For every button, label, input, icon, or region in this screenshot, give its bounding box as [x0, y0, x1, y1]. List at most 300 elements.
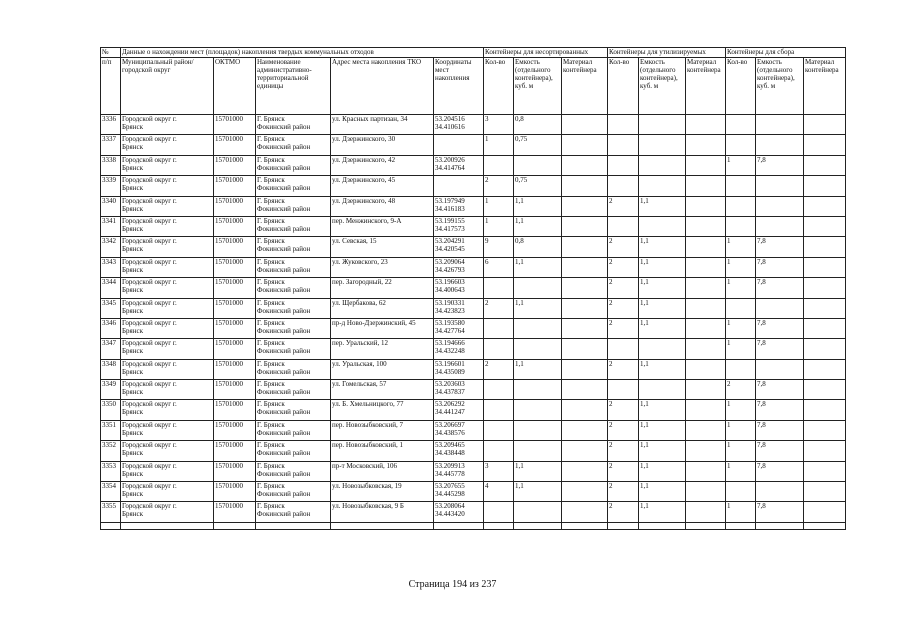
row-number: 3340 — [101, 196, 121, 216]
recycle-count-cell: 2 — [608, 502, 639, 522]
recycle-capacity-cell: 1,1 — [639, 257, 686, 277]
municipality-cell-line: Городской округ г. — [122, 298, 177, 307]
collect-capacity-cell: 7,8 — [756, 502, 804, 522]
collect-capacity-cell: 7,8 — [756, 339, 804, 359]
table-row — [101, 257, 846, 277]
coords-cell-line: 53.209465 — [435, 441, 465, 450]
municipality-cell-line: Городской округ г. — [122, 339, 177, 348]
row-number: 3344 — [101, 278, 121, 298]
municipality-cell — [121, 380, 214, 400]
admin-unit-cell — [256, 216, 331, 236]
admin-unit-cell — [256, 461, 331, 481]
admin-unit-cell — [256, 502, 331, 522]
unsorted-count-cell — [484, 155, 514, 175]
municipality-cell — [121, 441, 214, 461]
coords-cell — [434, 441, 484, 461]
recycle-material-cell — [686, 461, 726, 481]
collect-count-cell — [726, 135, 756, 155]
admin-unit-cell-line: Фокинский район — [257, 388, 311, 397]
containers-table — [100, 47, 846, 530]
collect-capacity-cell — [756, 298, 804, 318]
collect-count-cell: 1 — [726, 441, 756, 461]
coords-cell — [434, 359, 484, 379]
recycle-capacity-cell: 1,1 — [639, 278, 686, 298]
recycle-material-cell — [686, 216, 726, 236]
collect-material-cell — [804, 176, 846, 196]
coords-cell-line: 34.445298 — [435, 490, 465, 499]
municipality-cell-line: Брянск — [122, 143, 143, 152]
col-no: № — [101, 48, 121, 58]
unsorted-material-cell — [562, 237, 608, 257]
recycle-material-cell — [686, 420, 726, 440]
municipality-cell-line: Брянск — [122, 163, 143, 172]
recycle-count-cell: 2 — [608, 196, 639, 216]
recycle-material-cell — [686, 441, 726, 461]
empty-cell — [331, 522, 434, 529]
row-number: 3342 — [101, 237, 121, 257]
recycle-material-cell — [686, 237, 726, 257]
unsorted-count-cell — [484, 420, 514, 440]
unsorted-material-cell — [562, 400, 608, 420]
admin-unit-cell-line: Г. Брянск — [257, 237, 285, 246]
admin-unit-cell — [256, 278, 331, 298]
admin-unit-cell-line: Г. Брянск — [257, 461, 285, 470]
row-number: 3343 — [101, 257, 121, 277]
row-number: 3348 — [101, 359, 121, 379]
coords-cell-line: 34.414764 — [435, 163, 465, 172]
collect-count-cell — [726, 115, 756, 135]
table-row — [101, 461, 846, 481]
unsorted-capacity-cell — [514, 502, 562, 522]
admin-unit-cell — [256, 196, 331, 216]
admin-unit-cell-line: Фокинский район — [257, 510, 311, 519]
recycle-material-cell — [686, 155, 726, 175]
coords-cell-line: 53.200926 — [435, 155, 465, 164]
recycle-material-cell — [686, 176, 726, 196]
admin-unit-cell-line: Г. Брянск — [257, 400, 285, 409]
municipality-cell-line: Городской округ г. — [122, 237, 177, 246]
unsorted-material-cell — [562, 318, 608, 338]
coords-cell-line: 34.437837 — [435, 388, 465, 397]
coords-cell — [434, 318, 484, 338]
municipality-cell-line: Брянск — [122, 428, 143, 437]
recycle-capacity-cell: 1,1 — [639, 420, 686, 440]
municipality-cell-line: Городской округ г. — [122, 155, 177, 164]
municipality-cell-line: Брянск — [122, 367, 143, 376]
recycle-material-cell — [686, 380, 726, 400]
collect-material-cell — [804, 115, 846, 135]
coords-cell-line: 34.441247 — [435, 408, 465, 417]
municipality-cell-line: Брянск — [122, 306, 143, 315]
table-row — [101, 318, 846, 338]
row-number: 3355 — [101, 502, 121, 522]
admin-unit-cell-line: Г. Брянск — [257, 420, 285, 429]
coords-cell — [434, 380, 484, 400]
table-row — [101, 237, 846, 257]
admin-unit-cell-line: Фокинский район — [257, 367, 311, 376]
recycle-capacity-cell: 1,1 — [639, 482, 686, 502]
coords-cell-line: 53.209064 — [435, 257, 465, 266]
collect-capacity-cell: 7,8 — [756, 441, 804, 461]
unsorted-material-cell — [562, 482, 608, 502]
recycle-material-cell — [686, 298, 726, 318]
empty-cell — [121, 522, 214, 529]
oktmo-cell: 15701000 — [214, 359, 256, 379]
unsorted-material-cell — [562, 176, 608, 196]
row-number: 3352 — [101, 441, 121, 461]
coords-cell-line: 34.435089 — [435, 367, 465, 376]
table-row-empty — [101, 522, 846, 529]
recycle-count-cell: 2 — [608, 359, 639, 379]
unsorted-count-cell: 1 — [484, 135, 514, 155]
col-unsorted-count: Кол-во — [484, 58, 514, 115]
admin-unit-cell-line: Г. Брянск — [257, 359, 285, 368]
unsorted-material-cell — [562, 420, 608, 440]
municipality-cell-line: Городской округ г. — [122, 461, 177, 470]
collect-capacity-cell — [756, 196, 804, 216]
collect-count-cell: 1 — [726, 502, 756, 522]
empty-cell — [804, 522, 846, 529]
row-number: 3341 — [101, 216, 121, 236]
recycle-capacity-cell: 1,1 — [639, 502, 686, 522]
coords-cell — [434, 298, 484, 318]
unsorted-material-cell — [562, 155, 608, 175]
empty-cell — [434, 522, 484, 529]
admin-unit-cell — [256, 176, 331, 196]
municipality-cell-line: Городской округ г. — [122, 380, 177, 389]
unsorted-capacity-cell — [514, 278, 562, 298]
admin-unit-cell-line: Фокинский район — [257, 306, 311, 315]
unsorted-capacity-cell — [514, 339, 562, 359]
coords-cell-line: 53.206292 — [435, 400, 465, 409]
municipality-cell-line: Брянск — [122, 224, 143, 233]
recycle-material-cell — [686, 257, 726, 277]
empty-cell — [484, 522, 514, 529]
unsorted-capacity-cell: 1,1 — [514, 482, 562, 502]
collect-material-cell — [804, 420, 846, 440]
recycle-count-cell: 2 — [608, 441, 639, 461]
recycle-capacity-cell: 1,1 — [639, 461, 686, 481]
unsorted-material-cell — [562, 441, 608, 461]
collect-material-cell — [804, 135, 846, 155]
admin-unit-cell-line: Г. Брянск — [257, 115, 285, 123]
unsorted-capacity-cell — [514, 400, 562, 420]
recycle-capacity-cell — [639, 135, 686, 155]
unsorted-count-cell: 6 — [484, 257, 514, 277]
municipality-cell-line: Брянск — [122, 204, 143, 213]
collect-material-cell — [804, 339, 846, 359]
coords-cell-line: 34.420545 — [435, 245, 465, 254]
municipality-cell-line: Брянск — [122, 510, 143, 519]
coords-cell — [434, 257, 484, 277]
coords-cell-line: 53.193580 — [435, 318, 465, 327]
municipality-cell — [121, 461, 214, 481]
col-coords: Координаты мест накопления — [434, 58, 484, 115]
municipality-cell-line: Брянск — [122, 469, 143, 478]
recycle-capacity-cell: 1,1 — [639, 318, 686, 338]
collect-material-cell — [804, 278, 846, 298]
unsorted-count-cell — [484, 400, 514, 420]
unsorted-capacity-cell: 1,1 — [514, 461, 562, 481]
collect-capacity-cell: 7,8 — [756, 380, 804, 400]
recycle-count-cell — [608, 155, 639, 175]
recycle-count-cell: 2 — [608, 420, 639, 440]
coords-cell-line: 53.209913 — [435, 461, 465, 470]
address-cell: пер. Новозыбковский, 1 — [331, 441, 434, 461]
municipality-cell-line: Брянск — [122, 123, 143, 131]
collect-material-cell — [804, 216, 846, 236]
address-cell: ул. Дзержинского, 30 — [331, 135, 434, 155]
collect-capacity-cell — [756, 176, 804, 196]
coords-cell — [434, 155, 484, 175]
col-collect-material: Материал контейнера — [804, 58, 846, 115]
coords-cell — [434, 461, 484, 481]
row-number: 3347 — [101, 339, 121, 359]
collect-material-cell — [804, 359, 846, 379]
admin-unit-cell-line: Фокинский район — [257, 347, 311, 356]
address-cell: пер. Менжинского, 9-А — [331, 216, 434, 236]
oktmo-cell: 15701000 — [214, 278, 256, 298]
unsorted-capacity-cell — [514, 441, 562, 461]
table-row — [101, 176, 846, 196]
unsorted-capacity-cell — [514, 155, 562, 175]
address-cell: ул. Красных партизан, 34 — [331, 115, 434, 135]
municipality-cell — [121, 298, 214, 318]
oktmo-cell: 15701000 — [214, 176, 256, 196]
admin-unit-cell — [256, 441, 331, 461]
coords-cell-line: 53.190331 — [435, 298, 465, 307]
coords-cell-line: 53.204291 — [435, 237, 465, 246]
address-cell: ул. Новозыбковская, 9 Б — [331, 502, 434, 522]
recycle-count-cell: 2 — [608, 298, 639, 318]
municipality-cell-line: Городской округ г. — [122, 359, 177, 368]
table-row — [101, 339, 846, 359]
collect-material-cell — [804, 196, 846, 216]
row-number: 3346 — [101, 318, 121, 338]
admin-unit-cell-line: Г. Брянск — [257, 176, 285, 185]
unsorted-material-cell — [562, 461, 608, 481]
municipality-cell-line: Городской округ г. — [122, 216, 177, 225]
admin-unit-cell-line: Г. Брянск — [257, 339, 285, 348]
collect-count-cell: 1 — [726, 339, 756, 359]
oktmo-cell: 15701000 — [214, 339, 256, 359]
collect-count-cell: 1 — [726, 278, 756, 298]
municipality-cell — [121, 359, 214, 379]
empty-cell — [686, 522, 726, 529]
col-recycle-capacity: Емкость (отдельного контейнера), куб. м — [639, 58, 686, 115]
admin-unit-cell — [256, 318, 331, 338]
collect-count-cell — [726, 298, 756, 318]
row-number: 3336 — [101, 115, 121, 135]
admin-unit-cell-line: Г. Брянск — [257, 482, 285, 491]
municipality-cell-line: Брянск — [122, 449, 143, 458]
admin-unit-cell-line: Фокинский район — [257, 326, 311, 335]
oktmo-cell: 15701000 — [214, 318, 256, 338]
recycle-material-cell — [686, 339, 726, 359]
collect-capacity-cell: 7,8 — [756, 318, 804, 338]
admin-unit-cell — [256, 380, 331, 400]
municipality-cell-line: Городской округ г. — [122, 502, 177, 511]
unsorted-capacity-cell — [514, 420, 562, 440]
admin-unit-cell-line: Г. Брянск — [257, 278, 285, 287]
row-number: 3338 — [101, 155, 121, 175]
coords-cell-line: 34.400643 — [435, 286, 465, 295]
coords-cell — [434, 502, 484, 522]
municipality-cell-line: Брянск — [122, 388, 143, 397]
collect-material-cell — [804, 237, 846, 257]
coords-cell-line: 53.194666 — [435, 339, 465, 348]
coords-cell-line: 34.423823 — [435, 306, 465, 315]
empty-cell — [608, 522, 639, 529]
collect-material-cell — [804, 318, 846, 338]
coords-cell-line: 34.438448 — [435, 449, 465, 458]
oktmo-cell: 15701000 — [214, 482, 256, 502]
municipality-cell-line: Городской округ г. — [122, 115, 177, 123]
municipality-cell — [121, 278, 214, 298]
collect-count-cell — [726, 359, 756, 379]
municipality-cell — [121, 135, 214, 155]
collect-material-cell — [804, 155, 846, 175]
collect-count-cell — [726, 196, 756, 216]
municipality-cell — [121, 482, 214, 502]
table-row — [101, 196, 846, 216]
collect-count-cell: 2 — [726, 380, 756, 400]
col-address: Адрес места накопления ТКО — [331, 58, 434, 115]
recycle-capacity-cell: 1,1 — [639, 441, 686, 461]
municipality-cell-line: Городской округ г. — [122, 400, 177, 409]
table-row — [101, 298, 846, 318]
oktmo-cell: 15701000 — [214, 502, 256, 522]
address-cell: ул. Б. Хмельницкого, 77 — [331, 400, 434, 420]
collect-count-cell: 1 — [726, 400, 756, 420]
admin-unit-cell-line: Г. Брянск — [257, 318, 285, 327]
unsorted-count-cell — [484, 278, 514, 298]
municipality-cell-line: Городской округ г. — [122, 441, 177, 450]
admin-unit-cell-line: Г. Брянск — [257, 257, 285, 266]
unsorted-count-cell: 3 — [484, 115, 514, 135]
municipality-cell — [121, 400, 214, 420]
coords-cell-line: 34.416183 — [435, 204, 465, 213]
municipality-cell — [121, 257, 214, 277]
collect-capacity-cell — [756, 359, 804, 379]
municipality-cell-line: Городской округ г. — [122, 482, 177, 491]
unsorted-count-cell: 2 — [484, 298, 514, 318]
recycle-count-cell: 2 — [608, 257, 639, 277]
municipality-cell-line: Брянск — [122, 347, 143, 356]
recycle-material-cell — [686, 400, 726, 420]
recycle-capacity-cell — [639, 115, 686, 135]
coords-cell — [434, 420, 484, 440]
admin-unit-cell-line: Фокинский район — [257, 286, 311, 295]
unsorted-material-cell — [562, 135, 608, 155]
address-cell: ул. Дзержинского, 42 — [331, 155, 434, 175]
unsorted-count-cell: 2 — [484, 176, 514, 196]
table-row — [101, 420, 846, 440]
collect-material-cell — [804, 482, 846, 502]
admin-unit-cell-line: Г. Брянск — [257, 380, 285, 389]
municipality-cell — [121, 237, 214, 257]
recycle-count-cell: 2 — [608, 278, 639, 298]
unsorted-capacity-cell: 0,8 — [514, 115, 562, 135]
address-cell: ул. Дзержинского, 45 — [331, 176, 434, 196]
admin-unit-cell — [256, 420, 331, 440]
table-row — [101, 115, 846, 135]
admin-unit-cell-line: Фокинский район — [257, 204, 311, 213]
recycle-capacity-cell: 1,1 — [639, 400, 686, 420]
collect-material-cell — [804, 380, 846, 400]
row-number: 3354 — [101, 482, 121, 502]
unsorted-material-cell — [562, 339, 608, 359]
municipality-cell — [121, 196, 214, 216]
collect-count-cell: 1 — [726, 461, 756, 481]
coords-cell-line: 53.206697 — [435, 420, 465, 429]
address-cell: пер. Уральский, 12 — [331, 339, 434, 359]
recycle-material-cell — [686, 115, 726, 135]
group-recycle-header: Контейнеры для утилизируемых — [608, 48, 726, 58]
recycle-capacity-cell: 1,1 — [639, 298, 686, 318]
collect-count-cell — [726, 482, 756, 502]
municipality-cell — [121, 176, 214, 196]
recycle-material-cell — [686, 135, 726, 155]
address-cell: ул. Севская, 15 — [331, 237, 434, 257]
recycle-count-cell: 2 — [608, 318, 639, 338]
col-collect-count: Кол-во — [726, 58, 756, 115]
coords-cell-line: 53.199155 — [435, 216, 465, 225]
unsorted-capacity-cell: 1,1 — [514, 216, 562, 236]
unsorted-capacity-cell: 1,1 — [514, 196, 562, 216]
admin-unit-cell — [256, 339, 331, 359]
oktmo-cell: 15701000 — [214, 216, 256, 236]
admin-unit-cell — [256, 359, 331, 379]
admin-unit-cell-line: Фокинский район — [257, 224, 311, 233]
collect-capacity-cell: 7,8 — [756, 420, 804, 440]
collect-material-cell — [804, 441, 846, 461]
unsorted-count-cell: 2 — [484, 359, 514, 379]
collect-capacity-cell — [756, 115, 804, 135]
municipality-cell-line: Брянск — [122, 490, 143, 499]
collect-capacity-cell: 7,8 — [756, 400, 804, 420]
empty-cell — [756, 522, 804, 529]
municipality-cell-line: Городской округ г. — [122, 257, 177, 266]
recycle-count-cell: 2 — [608, 400, 639, 420]
address-cell: пер. Новозыбковский, 7 — [331, 420, 434, 440]
recycle-material-cell — [686, 278, 726, 298]
address-cell: пр-д Ново-Дзержинский, 45 — [331, 318, 434, 338]
coords-cell-line: 34.438576 — [435, 428, 465, 437]
recycle-material-cell — [686, 196, 726, 216]
col-collect-capacity: Емкость (отдельного контейнера), куб. м — [756, 58, 804, 115]
municipality-cell-line: Брянск — [122, 326, 143, 335]
coords-cell — [434, 135, 484, 155]
municipality-cell-line: Городской округ г. — [122, 420, 177, 429]
unsorted-material-cell — [562, 216, 608, 236]
oktmo-cell: 15701000 — [214, 155, 256, 175]
municipality-cell-line: Брянск — [122, 245, 143, 254]
row-number: 3339 — [101, 176, 121, 196]
coords-cell-line: 34.426793 — [435, 265, 465, 274]
unsorted-material-cell — [562, 502, 608, 522]
unsorted-capacity-cell: 1,1 — [514, 257, 562, 277]
municipality-cell — [121, 115, 214, 135]
oktmo-cell: 15701000 — [214, 380, 256, 400]
address-cell: ул. Щербакова, 62 — [331, 298, 434, 318]
unsorted-capacity-cell: 0,75 — [514, 135, 562, 155]
table-row — [101, 359, 846, 379]
municipality-cell — [121, 502, 214, 522]
coords-cell — [434, 278, 484, 298]
coords-cell — [434, 176, 484, 196]
col-recycle-material: Материал контейнера — [686, 58, 726, 115]
